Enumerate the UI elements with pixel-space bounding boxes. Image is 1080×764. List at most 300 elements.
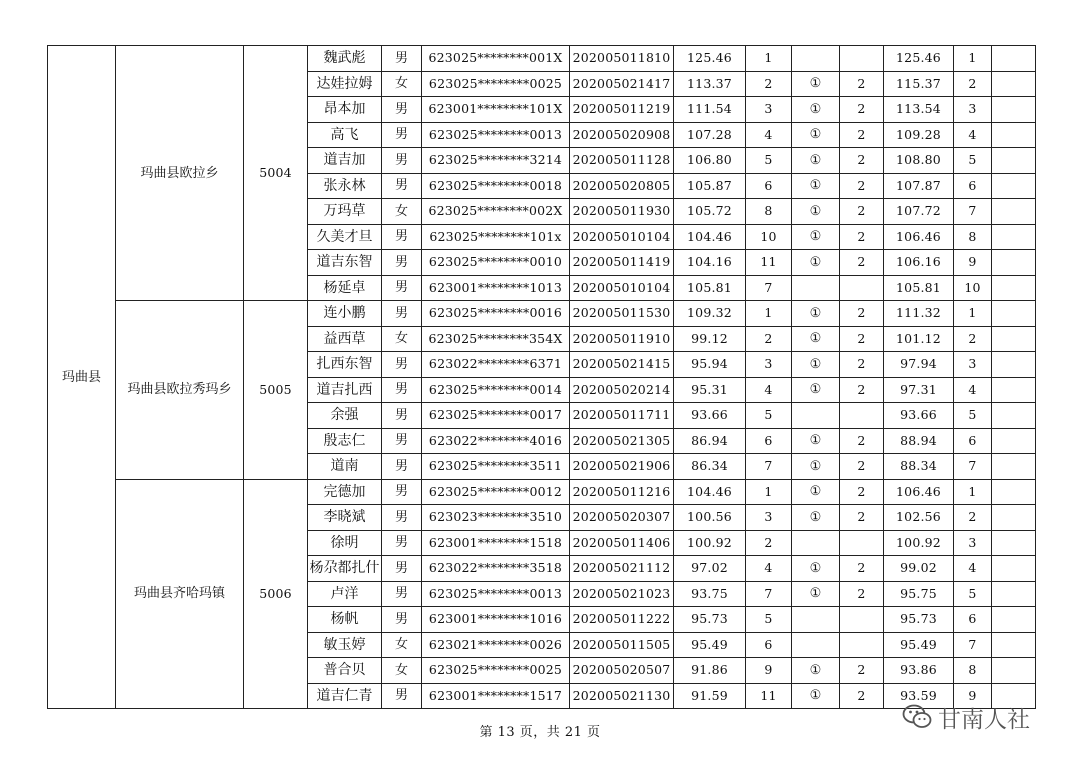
final-rank-cell: 3 [954, 530, 992, 556]
name-cell: 杨延卓 [308, 275, 382, 301]
name-cell: 魏武彪 [308, 46, 382, 72]
id-number-cell: 623021********0026 [422, 632, 570, 658]
note-cell [992, 71, 1036, 97]
bonus-mark-cell [792, 403, 840, 429]
ticket-number-cell: 202005021906 [570, 454, 674, 480]
exam-rank-cell: 4 [746, 556, 792, 582]
name-cell: 昂本加 [308, 97, 382, 123]
bonus-mark-cell [792, 46, 840, 72]
note-cell [992, 454, 1036, 480]
id-number-cell: 623025********3511 [422, 454, 570, 480]
final-rank-cell: 5 [954, 148, 992, 174]
total-score-cell: 115.37 [884, 71, 954, 97]
note-cell [992, 173, 1036, 199]
note-cell [992, 479, 1036, 505]
final-rank-cell: 2 [954, 71, 992, 97]
bonus-points-cell [840, 46, 884, 72]
id-number-cell: 623001********1517 [422, 683, 570, 709]
wechat-icon [902, 703, 932, 731]
total-score-cell: 106.16 [884, 250, 954, 276]
written-score-cell: 95.49 [674, 632, 746, 658]
written-score-cell: 111.54 [674, 97, 746, 123]
gender-cell: 男 [382, 377, 422, 403]
bonus-mark-cell: ① [792, 148, 840, 174]
bonus-mark-cell [792, 275, 840, 301]
bonus-points-cell: 2 [840, 428, 884, 454]
bonus-points-cell [840, 530, 884, 556]
note-cell [992, 377, 1036, 403]
id-number-cell: 623025********0017 [422, 403, 570, 429]
total-score-cell: 99.02 [884, 556, 954, 582]
name-cell: 余强 [308, 403, 382, 429]
bonus-points-cell: 2 [840, 556, 884, 582]
gender-cell: 男 [382, 581, 422, 607]
written-score-cell: 91.59 [674, 683, 746, 709]
name-cell: 完德加 [308, 479, 382, 505]
exam-rank-cell: 5 [746, 148, 792, 174]
note-cell [992, 275, 1036, 301]
written-score-cell: 125.46 [674, 46, 746, 72]
total-score-cell: 95.73 [884, 607, 954, 633]
bonus-mark-cell: ① [792, 658, 840, 684]
exam-rank-cell: 7 [746, 275, 792, 301]
bonus-points-cell: 2 [840, 377, 884, 403]
name-cell: 道吉扎西 [308, 377, 382, 403]
ticket-number-cell: 202005021417 [570, 71, 674, 97]
exam-rank-cell: 6 [746, 632, 792, 658]
note-cell [992, 581, 1036, 607]
gender-cell: 男 [382, 224, 422, 250]
final-rank-cell: 1 [954, 46, 992, 72]
note-cell [992, 46, 1036, 72]
total-score-cell: 95.75 [884, 581, 954, 607]
id-number-cell: 623025********0013 [422, 581, 570, 607]
bonus-mark-cell [792, 607, 840, 633]
exam-rank-cell: 11 [746, 683, 792, 709]
bonus-mark-cell: ① [792, 377, 840, 403]
written-score-cell: 95.73 [674, 607, 746, 633]
gender-cell: 男 [382, 173, 422, 199]
exam-rank-cell: 3 [746, 352, 792, 378]
id-number-cell: 623025********0013 [422, 122, 570, 148]
page-footer: 第 13 页，共 21 页 [479, 725, 601, 740]
ticket-number-cell: 202005011910 [570, 326, 674, 352]
gender-cell: 男 [382, 454, 422, 480]
gender-cell: 男 [382, 403, 422, 429]
table-row [48, 46, 1036, 72]
note-cell [992, 556, 1036, 582]
name-cell: 道吉东智 [308, 250, 382, 276]
exam-rank-cell: 5 [746, 607, 792, 633]
final-rank-cell: 8 [954, 658, 992, 684]
bonus-points-cell [840, 275, 884, 301]
id-number-cell: 623025********0025 [422, 71, 570, 97]
exam-rank-cell: 1 [746, 46, 792, 72]
gender-cell: 男 [382, 46, 422, 72]
final-rank-cell: 2 [954, 505, 992, 531]
exam-rank-cell: 3 [746, 505, 792, 531]
gender-cell: 男 [382, 683, 422, 709]
exam-rank-cell: 9 [746, 658, 792, 684]
unit-cell: 玛曲县欧拉秀玛乡 [116, 301, 244, 480]
id-number-cell: 623023********3510 [422, 505, 570, 531]
final-rank-cell: 6 [954, 428, 992, 454]
bonus-mark-cell: ① [792, 428, 840, 454]
name-cell: 张永林 [308, 173, 382, 199]
bonus-points-cell: 2 [840, 148, 884, 174]
ticket-number-cell: 202005011219 [570, 97, 674, 123]
total-score-cell: 93.59 [884, 683, 954, 709]
final-rank-cell: 4 [954, 377, 992, 403]
final-rank-cell: 4 [954, 556, 992, 582]
table-row [48, 301, 1036, 327]
exam-rank-cell: 1 [746, 479, 792, 505]
bonus-points-cell: 2 [840, 454, 884, 480]
written-score-cell: 99.12 [674, 326, 746, 352]
note-cell [992, 122, 1036, 148]
gender-cell: 女 [382, 326, 422, 352]
ticket-number-cell: 202005021130 [570, 683, 674, 709]
name-cell: 连小鹏 [308, 301, 382, 327]
total-score-cell: 93.86 [884, 658, 954, 684]
note-cell [992, 505, 1036, 531]
written-score-cell: 107.28 [674, 122, 746, 148]
written-score-cell: 86.94 [674, 428, 746, 454]
gender-cell: 男 [382, 97, 422, 123]
name-cell: 益西草 [308, 326, 382, 352]
written-score-cell: 100.92 [674, 530, 746, 556]
written-score-cell: 105.81 [674, 275, 746, 301]
county-cell: 玛曲县 [48, 46, 116, 709]
name-cell: 高飞 [308, 122, 382, 148]
bonus-mark-cell: ① [792, 479, 840, 505]
total-score-cell: 125.46 [884, 46, 954, 72]
written-score-cell: 104.46 [674, 479, 746, 505]
written-score-cell: 104.46 [674, 224, 746, 250]
name-cell: 道吉仁青 [308, 683, 382, 709]
bonus-points-cell [840, 403, 884, 429]
final-rank-cell: 5 [954, 581, 992, 607]
total-score-cell: 97.94 [884, 352, 954, 378]
id-number-cell: 623001********1016 [422, 607, 570, 633]
total-score-cell: 107.72 [884, 199, 954, 225]
ticket-number-cell: 202005011128 [570, 148, 674, 174]
bonus-points-cell: 2 [840, 122, 884, 148]
id-number-cell: 623025********002X [422, 199, 570, 225]
ticket-number-cell: 202005010104 [570, 275, 674, 301]
ticket-number-cell: 202005021112 [570, 556, 674, 582]
id-number-cell: 623025********0010 [422, 250, 570, 276]
bonus-mark-cell: ① [792, 71, 840, 97]
written-score-cell: 113.37 [674, 71, 746, 97]
id-number-cell: 623001********101X [422, 97, 570, 123]
note-cell [992, 530, 1036, 556]
ticket-number-cell: 202005020507 [570, 658, 674, 684]
bonus-points-cell: 2 [840, 479, 884, 505]
name-cell: 李晓斌 [308, 505, 382, 531]
bonus-points-cell: 2 [840, 199, 884, 225]
written-score-cell: 109.32 [674, 301, 746, 327]
note-cell [992, 199, 1036, 225]
ticket-number-cell: 202005011505 [570, 632, 674, 658]
written-score-cell: 105.87 [674, 173, 746, 199]
total-score-cell: 97.31 [884, 377, 954, 403]
position-code-cell: 5005 [244, 301, 308, 480]
id-number-cell: 623025********0014 [422, 377, 570, 403]
bonus-mark-cell: ① [792, 301, 840, 327]
note-cell [992, 97, 1036, 123]
watermark-text: 甘南人社 [938, 706, 1030, 733]
bonus-points-cell: 2 [840, 173, 884, 199]
total-score-cell: 108.80 [884, 148, 954, 174]
bonus-mark-cell: ① [792, 505, 840, 531]
bonus-points-cell: 2 [840, 683, 884, 709]
final-rank-cell: 7 [954, 199, 992, 225]
ticket-number-cell: 202005010104 [570, 224, 674, 250]
note-cell [992, 301, 1036, 327]
gender-cell: 女 [382, 71, 422, 97]
bonus-points-cell [840, 632, 884, 658]
ticket-number-cell: 202005011930 [570, 199, 674, 225]
gender-cell: 女 [382, 658, 422, 684]
results-table [47, 45, 1036, 709]
written-score-cell: 100.56 [674, 505, 746, 531]
final-rank-cell: 9 [954, 250, 992, 276]
id-number-cell: 623022********3518 [422, 556, 570, 582]
ticket-number-cell: 202005011810 [570, 46, 674, 72]
note-cell [992, 428, 1036, 454]
bonus-mark-cell: ① [792, 97, 840, 123]
name-cell: 达娃拉姆 [308, 71, 382, 97]
id-number-cell: 623022********6371 [422, 352, 570, 378]
total-score-cell: 88.34 [884, 454, 954, 480]
exam-rank-cell: 4 [746, 377, 792, 403]
exam-rank-cell: 2 [746, 530, 792, 556]
exam-rank-cell: 7 [746, 581, 792, 607]
gender-cell: 男 [382, 479, 422, 505]
note-cell [992, 403, 1036, 429]
name-cell: 扎西东智 [308, 352, 382, 378]
final-rank-cell: 1 [954, 301, 992, 327]
bonus-mark-cell: ① [792, 199, 840, 225]
written-score-cell: 97.02 [674, 556, 746, 582]
written-score-cell: 105.72 [674, 199, 746, 225]
name-cell: 殷志仁 [308, 428, 382, 454]
total-score-cell: 95.49 [884, 632, 954, 658]
total-score-cell: 102.56 [884, 505, 954, 531]
exam-rank-cell: 1 [746, 301, 792, 327]
ticket-number-cell: 202005011530 [570, 301, 674, 327]
gender-cell: 男 [382, 505, 422, 531]
bonus-points-cell: 2 [840, 581, 884, 607]
unit-cell: 玛曲县齐哈玛镇 [116, 479, 244, 709]
position-code-cell: 5006 [244, 479, 308, 709]
id-number-cell: 623025********0016 [422, 301, 570, 327]
bonus-mark-cell: ① [792, 454, 840, 480]
note-cell [992, 250, 1036, 276]
bonus-points-cell: 2 [840, 250, 884, 276]
bonus-mark-cell: ① [792, 581, 840, 607]
bonus-points-cell: 2 [840, 505, 884, 531]
bonus-points-cell: 2 [840, 326, 884, 352]
final-rank-cell: 7 [954, 454, 992, 480]
written-score-cell: 95.31 [674, 377, 746, 403]
written-score-cell: 93.66 [674, 403, 746, 429]
bonus-mark-cell: ① [792, 224, 840, 250]
written-score-cell: 104.16 [674, 250, 746, 276]
bonus-mark-cell [792, 530, 840, 556]
exam-rank-cell: 10 [746, 224, 792, 250]
note-cell [992, 224, 1036, 250]
bonus-mark-cell: ① [792, 326, 840, 352]
id-number-cell: 623001********1013 [422, 275, 570, 301]
final-rank-cell: 2 [954, 326, 992, 352]
gender-cell: 女 [382, 632, 422, 658]
ticket-number-cell: 202005020214 [570, 377, 674, 403]
bonus-points-cell: 2 [840, 658, 884, 684]
id-number-cell: 623025********0018 [422, 173, 570, 199]
total-score-cell: 93.66 [884, 403, 954, 429]
final-rank-cell: 3 [954, 97, 992, 123]
name-cell: 杨尕都扎什 [308, 556, 382, 582]
ticket-number-cell: 202005011711 [570, 403, 674, 429]
ticket-number-cell: 202005011419 [570, 250, 674, 276]
final-rank-cell: 6 [954, 173, 992, 199]
gender-cell: 男 [382, 275, 422, 301]
ticket-number-cell: 202005021305 [570, 428, 674, 454]
name-cell: 道吉加 [308, 148, 382, 174]
id-number-cell: 623001********1518 [422, 530, 570, 556]
bonus-points-cell: 2 [840, 301, 884, 327]
total-score-cell: 105.81 [884, 275, 954, 301]
final-rank-cell: 10 [954, 275, 992, 301]
gender-cell: 男 [382, 122, 422, 148]
gender-cell: 男 [382, 352, 422, 378]
name-cell: 卢洋 [308, 581, 382, 607]
name-cell: 敏玉婷 [308, 632, 382, 658]
position-code-cell: 5004 [244, 46, 308, 301]
bonus-mark-cell [792, 632, 840, 658]
written-score-cell: 86.34 [674, 454, 746, 480]
bonus-points-cell: 2 [840, 97, 884, 123]
exam-rank-cell: 6 [746, 428, 792, 454]
bonus-mark-cell: ① [792, 250, 840, 276]
final-rank-cell: 6 [954, 607, 992, 633]
note-cell [992, 658, 1036, 684]
bonus-mark-cell: ① [792, 683, 840, 709]
id-number-cell: 623025********0025 [422, 658, 570, 684]
final-rank-cell: 8 [954, 224, 992, 250]
ticket-number-cell: 202005011216 [570, 479, 674, 505]
exam-rank-cell: 6 [746, 173, 792, 199]
note-cell [992, 326, 1036, 352]
ticket-number-cell: 202005020805 [570, 173, 674, 199]
bonus-mark-cell: ① [792, 122, 840, 148]
note-cell [992, 607, 1036, 633]
gender-cell: 男 [382, 428, 422, 454]
bonus-points-cell: 2 [840, 224, 884, 250]
id-number-cell: 623025********0012 [422, 479, 570, 505]
exam-rank-cell: 7 [746, 454, 792, 480]
ticket-number-cell: 202005021415 [570, 352, 674, 378]
unit-cell: 玛曲县欧拉乡 [116, 46, 244, 301]
name-cell: 久美才旦 [308, 224, 382, 250]
total-score-cell: 106.46 [884, 224, 954, 250]
bonus-mark-cell: ① [792, 352, 840, 378]
gender-cell: 女 [382, 199, 422, 225]
exam-rank-cell: 5 [746, 403, 792, 429]
id-number-cell: 623025********101x [422, 224, 570, 250]
total-score-cell: 100.92 [884, 530, 954, 556]
gender-cell: 男 [382, 607, 422, 633]
bonus-points-cell [840, 607, 884, 633]
exam-rank-cell: 11 [746, 250, 792, 276]
name-cell: 徐明 [308, 530, 382, 556]
ticket-number-cell: 202005011406 [570, 530, 674, 556]
gender-cell: 男 [382, 250, 422, 276]
total-score-cell: 111.32 [884, 301, 954, 327]
total-score-cell: 113.54 [884, 97, 954, 123]
gender-cell: 男 [382, 556, 422, 582]
watermark [902, 701, 1030, 733]
gender-cell: 男 [382, 148, 422, 174]
final-rank-cell: 7 [954, 632, 992, 658]
ticket-number-cell: 202005011222 [570, 607, 674, 633]
name-cell: 杨帆 [308, 607, 382, 633]
total-score-cell: 88.94 [884, 428, 954, 454]
name-cell: 普合贝 [308, 658, 382, 684]
id-number-cell: 623025********001X [422, 46, 570, 72]
note-cell [992, 632, 1036, 658]
bonus-points-cell: 2 [840, 352, 884, 378]
final-rank-cell: 3 [954, 352, 992, 378]
gender-cell: 男 [382, 301, 422, 327]
exam-rank-cell: 2 [746, 326, 792, 352]
written-score-cell: 91.86 [674, 658, 746, 684]
id-number-cell: 623025********354X [422, 326, 570, 352]
written-score-cell: 106.80 [674, 148, 746, 174]
bonus-points-cell: 2 [840, 71, 884, 97]
ticket-number-cell: 202005021023 [570, 581, 674, 607]
final-rank-cell: 5 [954, 403, 992, 429]
total-score-cell: 101.12 [884, 326, 954, 352]
final-rank-cell: 9 [954, 683, 992, 709]
ticket-number-cell: 202005020908 [570, 122, 674, 148]
note-cell [992, 148, 1036, 174]
id-number-cell: 623022********4016 [422, 428, 570, 454]
id-number-cell: 623025********3214 [422, 148, 570, 174]
total-score-cell: 109.28 [884, 122, 954, 148]
table-row [48, 479, 1036, 505]
total-score-cell: 106.46 [884, 479, 954, 505]
final-rank-cell: 4 [954, 122, 992, 148]
written-score-cell: 95.94 [674, 352, 746, 378]
total-score-cell: 107.87 [884, 173, 954, 199]
ticket-number-cell: 202005020307 [570, 505, 674, 531]
exam-rank-cell: 4 [746, 122, 792, 148]
name-cell: 万玛草 [308, 199, 382, 225]
exam-rank-cell: 8 [746, 199, 792, 225]
bonus-mark-cell: ① [792, 173, 840, 199]
exam-rank-cell: 2 [746, 71, 792, 97]
exam-rank-cell: 3 [746, 97, 792, 123]
final-rank-cell: 1 [954, 479, 992, 505]
bonus-mark-cell: ① [792, 556, 840, 582]
name-cell: 道南 [308, 454, 382, 480]
gender-cell: 男 [382, 530, 422, 556]
written-score-cell: 93.75 [674, 581, 746, 607]
note-cell [992, 352, 1036, 378]
